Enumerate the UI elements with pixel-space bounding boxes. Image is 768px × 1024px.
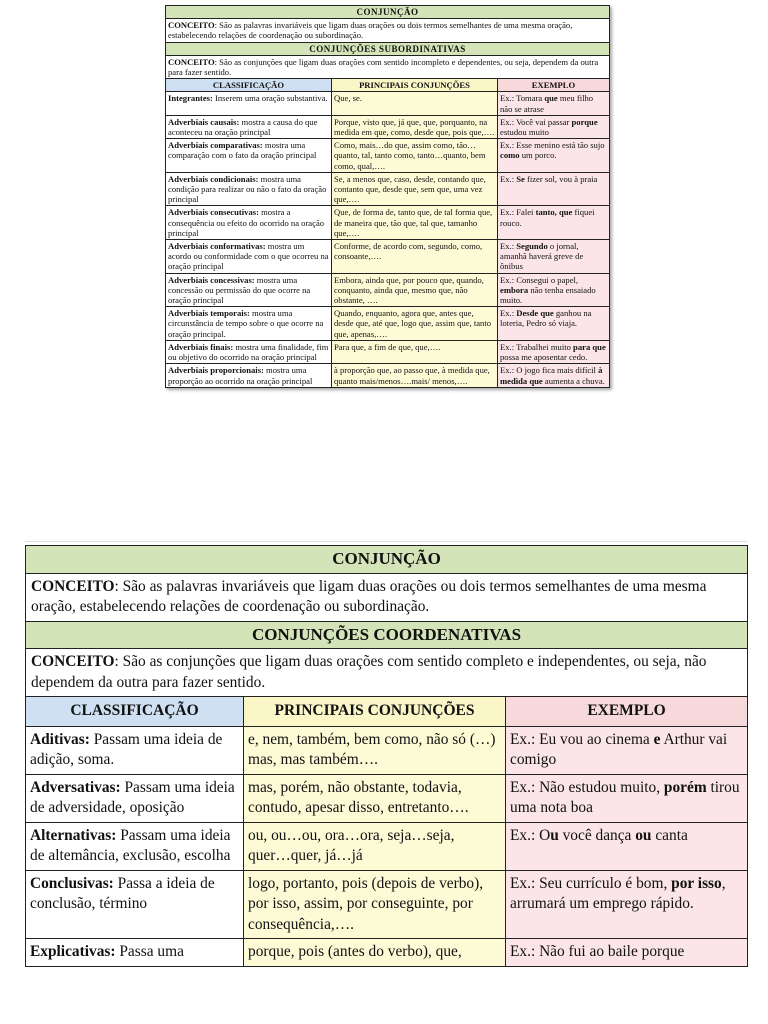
example-cell: Ex.: Você vai passar porque estudou muito [498, 115, 610, 138]
column-header-example: EXEMPLO [506, 697, 748, 727]
table-row [166, 340, 610, 363]
conjunctions-cell: Que, de forma de, tanto que, de tal forma que, de maneira que, tão que, tal que, tamanho que,…. [332, 206, 498, 240]
conjunctions-cell: Que, se. [332, 92, 498, 115]
table-row [26, 939, 748, 967]
section-title: CONJUNÇÕES COORDENATIVAS [26, 621, 748, 649]
example-cell: Ex.: Seu currículo é bom, por isso, arrumará um emprego rápido. [506, 870, 748, 939]
table-row [26, 822, 748, 870]
conjunctions-cell: Como, mais…do que, assim como, tão…quanto, tal, tanto como, tanto…quanto, bem como, qual,…. [332, 139, 498, 173]
classification-cell: Adverbiais consecutivas: mostra a consequência ou efeito do ocorrido na oração principal [166, 206, 332, 240]
example-cell: Ex.: Se fizer sol, vou à praia [498, 172, 610, 206]
classification-cell: Adverbiais conformativas: mostra um acordo ou conformidade com o que ocorreu na oração principal [166, 240, 332, 274]
example-cell: Ex.: Segundo o jornal, amanhã haverá greve de ônibus [498, 240, 610, 274]
column-header-example: EXEMPLO [498, 79, 610, 92]
classification-cell: Adverbiais finais: mostra uma finalidade, fim ou objetivo do ocorrido na oração principal [166, 340, 332, 363]
example-cell: Ex.: Tomara que meu filho não se atrase [498, 92, 610, 115]
column-header-classification: CLASSIFICAÇÃO [166, 79, 332, 92]
column-header-conjunctions: PRINCIPAIS CONJUNÇÕES [244, 697, 506, 727]
conjunctions-cell: e, nem, também, bem como, não só (…) mas, mas também…. [244, 726, 506, 774]
classification-cell: Explicativas: Passa uma [26, 939, 244, 967]
conjunctions-cell: à proporção que, ao passo que, à medida que, quanto mais/menos….mais/ menos,…. [332, 364, 498, 387]
example-cell: Ex.: Falei tanto, que fiquei rouco. [498, 206, 610, 240]
concept-definition: CONCEITO: São as palavras invariáveis que ligam duas orações ou dois termos semelhantes de uma mesma oração, estabelecendo relações de coordenação ou subordinação. [26, 573, 748, 621]
example-cell: Ex.: O jogo fica mais difícil à medida que aumenta a chuva. [498, 364, 610, 387]
table-row [26, 726, 748, 774]
column-header-classification: CLASSIFICAÇÃO [26, 697, 244, 727]
conjunctions-cell: ou, ou…ou, ora…ora, seja…seja, quer…quer, já…já [244, 822, 506, 870]
conjunctions-cell: Porque, visto que, já que, que, porquanto, na medida em que, como, desde que, pois que,…. [332, 115, 498, 138]
conjunctions-cell: Quando, enquanto, agora que, antes que, desde que, até que, logo que, assim que, tanto que, apenas,…. [332, 307, 498, 341]
example-cell: Ex.: Trabalhei muito para que possa me aposentar cedo. [498, 340, 610, 363]
section-title: CONJUNÇÕES SUBORDINATIVAS [166, 42, 610, 55]
section-concept: CONCEITO: São as conjunções que ligam duas orações com sentido completo e independentes, ou seja, não dependem da outra para fazer sentido. [26, 649, 748, 697]
example-cell: Ex.: Não estudou muito, porém tirou uma nota boa [506, 774, 748, 822]
conjunctions-cell: porque, pois (antes do verbo), que, [244, 939, 506, 967]
conjunctions-cell: Conforme, de acordo com, segundo, como, consoante,…. [332, 240, 498, 274]
classification-cell: Adversativas: Passam uma ideia de adversidade, oposição [26, 774, 244, 822]
example-cell: Ex.: Não fui ao baile porque [506, 939, 748, 967]
table-row [166, 92, 610, 115]
conjunctions-cell: mas, porém, não obstante, todavia, contudo, apesar disso, entretanto…. [244, 774, 506, 822]
table-row [26, 774, 748, 822]
table-row [166, 115, 610, 138]
table-row [166, 206, 610, 240]
table-row [166, 273, 610, 307]
classification-cell: Adverbiais proporcionais: mostra uma proporção ao ocorrido na oração principal [166, 364, 332, 387]
example-cell: Ex.: Esse menino está tão sujo como um porco. [498, 139, 610, 173]
table-row [26, 870, 748, 939]
section-concept: CONCEITO: São as conjunções que ligam duas orações com sentido incompleto e dependentes, ou seja, dependem da outra para fazer sentido. [166, 55, 610, 78]
example-cell: Ex.: Consegui o papel, embora não tenha ensaiado muito. [498, 273, 610, 307]
example-cell: Ex.: Desde que ganhou na loteria, Pedro só viaja. [498, 307, 610, 341]
classification-cell: Conclusivas: Passa a ideia de conclusão, término [26, 870, 244, 939]
classification-cell: Adverbiais concessivas: mostra uma concessão ou permissão do que ocorre na oração principal [166, 273, 332, 307]
page-divider [25, 541, 747, 542]
example-cell: Ex.: Ou você dança ou canta [506, 822, 748, 870]
coordinate-conjunctions-table [25, 545, 748, 967]
classification-cell: Aditivas: Passam uma ideia de adição, soma. [26, 726, 244, 774]
conjunctions-cell: Embora, ainda que, por pouco que, quando, conquanto, ainda que, mesmo que, não obstante, …. [332, 273, 498, 307]
example-cell: Ex.: Eu vou ao cinema e Arthur vai comigo [506, 726, 748, 774]
table-row [166, 307, 610, 341]
table-title: CONJUNÇÃO [166, 6, 610, 19]
classification-cell: Adverbiais temporais: mostra uma circunstância de tempo sobre o que ocorre na oração principal. [166, 307, 332, 341]
table-row [166, 139, 610, 173]
classification-cell: Adverbiais comparativas: mostra uma comparação com o fato da oração principal [166, 139, 332, 173]
concept-definition: CONCEITO: São as palavras invariáveis que ligam duas orações ou dois termos semelhantes de uma mesma oração, estabelecendo relações de coordenação ou subordinação. [166, 19, 610, 42]
subordinate-conjunctions-table [165, 5, 610, 388]
conjunctions-cell: logo, portanto, pois (depois de verbo), por isso, assim, por conseguinte, por consequência,…. [244, 870, 506, 939]
table-title: CONJUNÇÃO [26, 546, 748, 574]
conjunctions-cell: Se, a menos que, caso, desde, contando que, contanto que, desde que, sem que, uma vez que,…. [332, 172, 498, 206]
classification-cell: Adverbiais causais: mostra a causa do que aconteceu na oração principal [166, 115, 332, 138]
classification-cell: Adverbiais condicionais: mostra uma condição para realizar ou não o fato da oração principal [166, 172, 332, 206]
table-row [166, 172, 610, 206]
classification-cell: Integrantes: Inserem uma oração substantiva. [166, 92, 332, 115]
column-header-conjunctions: PRINCIPAIS CONJUNÇÕES [332, 79, 498, 92]
table-row [166, 240, 610, 274]
table-row [166, 364, 610, 387]
classification-cell: Alternativas: Passam uma ideia de altemância, exclusão, escolha [26, 822, 244, 870]
conjunctions-cell: Para que, a fim de que, que,…. [332, 340, 498, 363]
